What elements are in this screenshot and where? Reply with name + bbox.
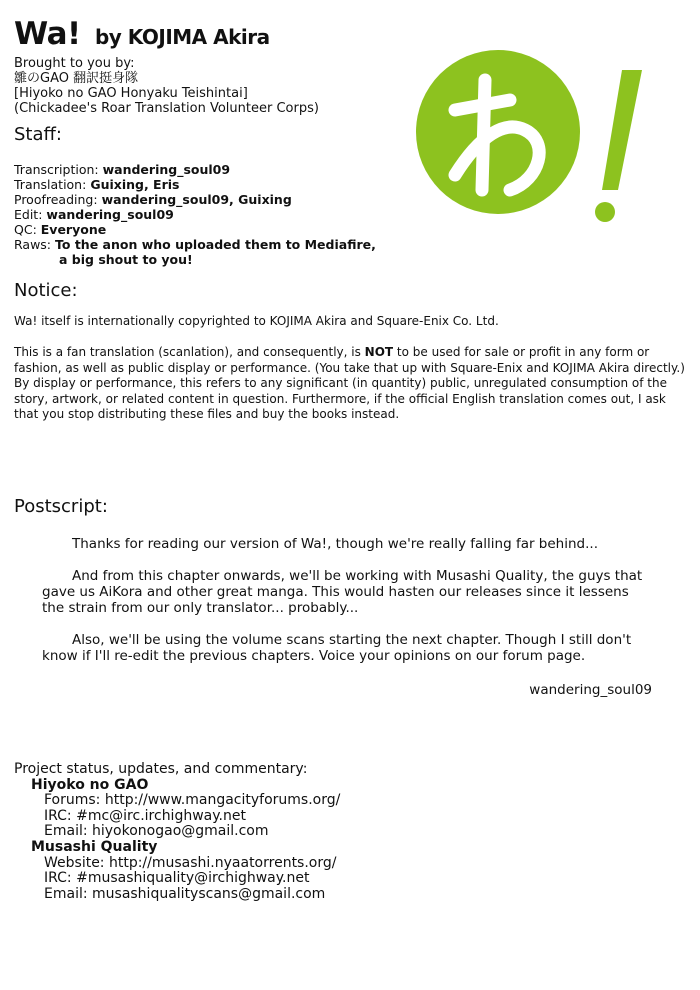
staff-role: Translation:: [14, 177, 87, 192]
signature: wandering_soul09: [529, 682, 652, 698]
staff-item: [14, 207, 376, 222]
email-link[interactable]: Email: musashiqualityscans@gmail.com: [44, 885, 326, 902]
project-info: [14, 762, 340, 902]
forum-link[interactable]: Forums: http://www.mangacityforums.org/: [44, 792, 341, 809]
raws-continuation: a big shout to you!: [59, 252, 193, 267]
staff-item: [14, 237, 376, 252]
staff-role: Raws:: [14, 237, 52, 252]
staff-role: Transcription:: [14, 162, 99, 177]
irc-link[interactable]: IRC: #musashiquality@irchighway.net: [44, 870, 310, 887]
group-romaji: [Hiyoko no GAO Honyaku Teishintai]: [14, 86, 248, 101]
website-link[interactable]: Website: http://musashi.nyaatorrents.org/: [44, 854, 337, 871]
postscript-paragraph: Also, we'll be using the volume scans starting the next chapter. Though I still don't know if I'll re-edit the previous chapters. Voice your opinions on our forum page.: [42, 632, 632, 664]
staff-item: [14, 222, 376, 237]
staff-name: wandering_soul09, Guixing: [101, 192, 292, 207]
staff-item: [14, 162, 376, 177]
staff-list: [14, 162, 376, 267]
staff-role: Edit:: [14, 207, 43, 222]
staff-name: Guixing, Eris: [90, 177, 180, 192]
notice-paragraph-1: Wa! itself is internationally copyrighted to KOJIMA Akira and Square-Enix Co. Ltd.: [14, 314, 499, 328]
group-jp: 雛のGAO 翻訳挺身隊: [14, 71, 139, 86]
staff-role: Proofreading:: [14, 192, 98, 207]
group-en: (Chickadee's Roar Translation Volunteer Corps): [14, 101, 319, 116]
notice-heading: Notice:: [14, 280, 78, 301]
title-main: Wa!: [14, 16, 81, 52]
staff-name: Everyone: [40, 222, 107, 237]
notice-paragraph-2: [14, 345, 692, 423]
notice-text: to be used for sale or profit in any form or fashion, as well as public display or performance. (You take that up with Square-Enix and KOJIMA Akira directly.) By display or performance, this refers to any significant (in quantity) public, unregulated consumption of the story, artwork, or related content in question. Furthermore, if the official English translation comes out, I ask that you stop distributing these files and buy the books instead.: [14, 345, 685, 421]
brought-by: Brought to you by:: [14, 56, 135, 71]
group-name: Musashi Quality: [31, 838, 158, 855]
staff-heading: Staff:: [14, 124, 62, 145]
postscript-paragraph: Thanks for reading our version of Wa!, though we're really falling far behind...: [72, 536, 598, 552]
staff-name: wandering_soul09: [46, 207, 174, 222]
postscript-paragraph: And from this chapter onwards, we'll be working with Musashi Quality, the guys that gave us AiKora and other great manga. This would hasten our releases since it lessens the strain from our only translator... probably...: [42, 568, 643, 616]
staff-item: [14, 192, 376, 207]
email-link[interactable]: Email: hiyokonogao@gmail.com: [44, 823, 269, 840]
logo-icon: [410, 40, 660, 230]
credits: [14, 56, 319, 116]
staff-name: To the anon who uploaded them to Mediafire,: [55, 237, 376, 252]
staff-role: QC:: [14, 222, 37, 237]
page-title: [14, 16, 270, 52]
staff-item: [14, 177, 376, 192]
postscript-heading: Postscript:: [14, 496, 108, 517]
project-heading: Project status, updates, and commentary:: [14, 761, 308, 777]
postscript-body: [42, 536, 654, 680]
title-byline: by KOJIMA Akira: [94, 25, 270, 49]
group-name: Hiyoko no GAO: [31, 776, 149, 793]
staff-name: wandering_soul09: [102, 162, 231, 177]
irc-link[interactable]: IRC: #mc@irc.irchighway.net: [44, 807, 246, 824]
notice-emphasis: NOT: [364, 345, 394, 359]
notice-text: This is a fan translation (scanlation), and consequently, is: [14, 345, 365, 359]
